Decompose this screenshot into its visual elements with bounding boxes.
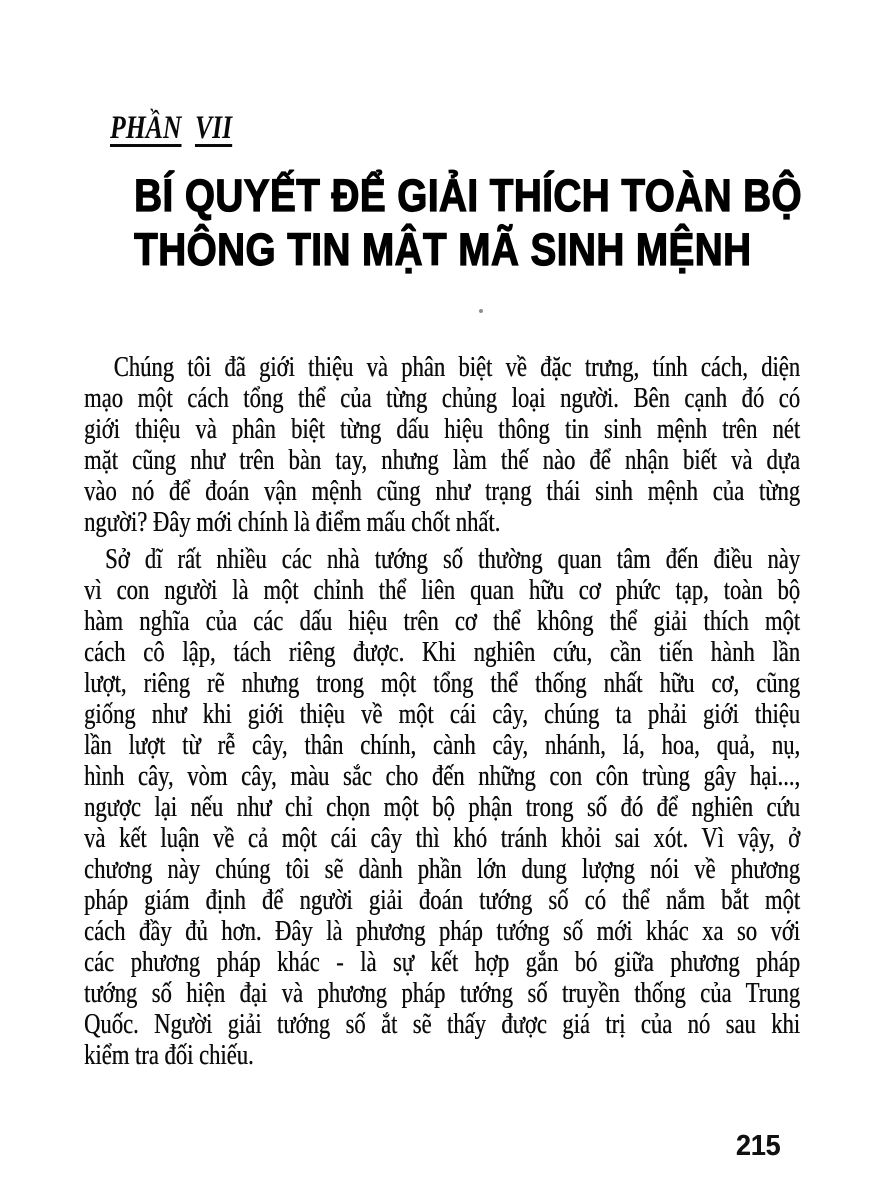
text-line: cách cô lập, tách riêng được. Khi nghiên cứu, cần tiến hành lần xyxy=(84,636,801,668)
text-line: Sở dĩ rất nhiều các nhà tướng số thường quan tâm đến điều này xyxy=(105,543,801,575)
page-number: 215 xyxy=(735,1130,780,1162)
text-line: vì con người là một chỉnh thể liên quan hữu cơ phức tạp, toàn bộ xyxy=(84,574,801,606)
text-line: lần lượt từ rễ cây, thân chính, cành cây, nhánh, lá, hoa, quả, nụ, xyxy=(84,729,801,761)
text-line: pháp giám định để người giải đoán tướng số có thể nắm bắt một xyxy=(84,884,801,916)
section-heading-word: PHẦN xyxy=(110,110,182,146)
text-line: kiểm tra đối chiếu. xyxy=(84,1039,254,1071)
paragraph-1 xyxy=(84,352,800,538)
text-line: Chúng tôi đã giới thiệu và phân biệt về đặc trưng, tính cách, diện xyxy=(113,351,801,383)
chapter-title xyxy=(84,169,803,277)
text-line: mặt cũng như trên bàn tay, nhưng làm thế nào để nhận biết và dựa xyxy=(84,444,801,476)
chapter-title-line: THÔNG TIN MẬT MÃ SINH MỆNH xyxy=(134,224,752,275)
scan-artifact-dot xyxy=(479,309,483,313)
text-line: hàm nghĩa của các dấu hiệu trên cơ thể không thể giải thích một xyxy=(84,605,801,637)
text-line: và kết luận về cả một cái cây thì khó tránh khỏi sai xót. Vì vậy, ở xyxy=(84,822,801,854)
text-line: ngược lại nếu như chỉ chọn một bộ phận trong số đó để nghiên cứu xyxy=(84,791,801,823)
text-line: tướng số hiện đại và phương pháp tướng số truyền thống của Trung xyxy=(84,977,801,1009)
text-line: giới thiệu và phân biệt từng dấu hiệu thông tin sinh mệnh trên nét xyxy=(84,413,801,445)
text-line: giống như khi giới thiệu về một cái cây, chúng ta phải giới thiệu xyxy=(84,698,801,730)
section-heading xyxy=(110,110,232,146)
text-line: mạo một cách tổng thể của từng chủng loại người. Bên cạnh đó có xyxy=(84,382,801,414)
text-line: chương này chúng tôi sẽ dành phần lớn dung lượng nói về phương xyxy=(84,853,801,885)
paragraph-2 xyxy=(84,544,800,1071)
chapter-title-line: BÍ QUYẾT ĐỂ GIẢI THÍCH TOÀN BỘ xyxy=(134,170,803,221)
text-line: Quốc. Người giải tướng số ắt sẽ thấy được giá trị của nó sau khi xyxy=(84,1008,801,1040)
text-line: các phương pháp khác - là sự kết hợp gắn bó giữa phương pháp xyxy=(84,946,801,978)
text-line: vào nó để đoán vận mệnh cũng như trạng thái sinh mệnh của từng xyxy=(84,475,801,507)
text-line: lượt, riêng rẽ nhưng trong một tổng thể thống nhất hữu cơ, cũng xyxy=(84,667,801,699)
text-line: cách đầy đủ hơn. Đây là phương pháp tướng số mới khác xa so với xyxy=(84,915,801,947)
text-line: người? Đây mới chính là điểm mấu chốt nhất. xyxy=(84,506,501,538)
text-line: hình cây, vòm cây, màu sắc cho đến những con côn trùng gây hại..., xyxy=(84,760,801,792)
section-heading-word: VII xyxy=(194,110,233,146)
